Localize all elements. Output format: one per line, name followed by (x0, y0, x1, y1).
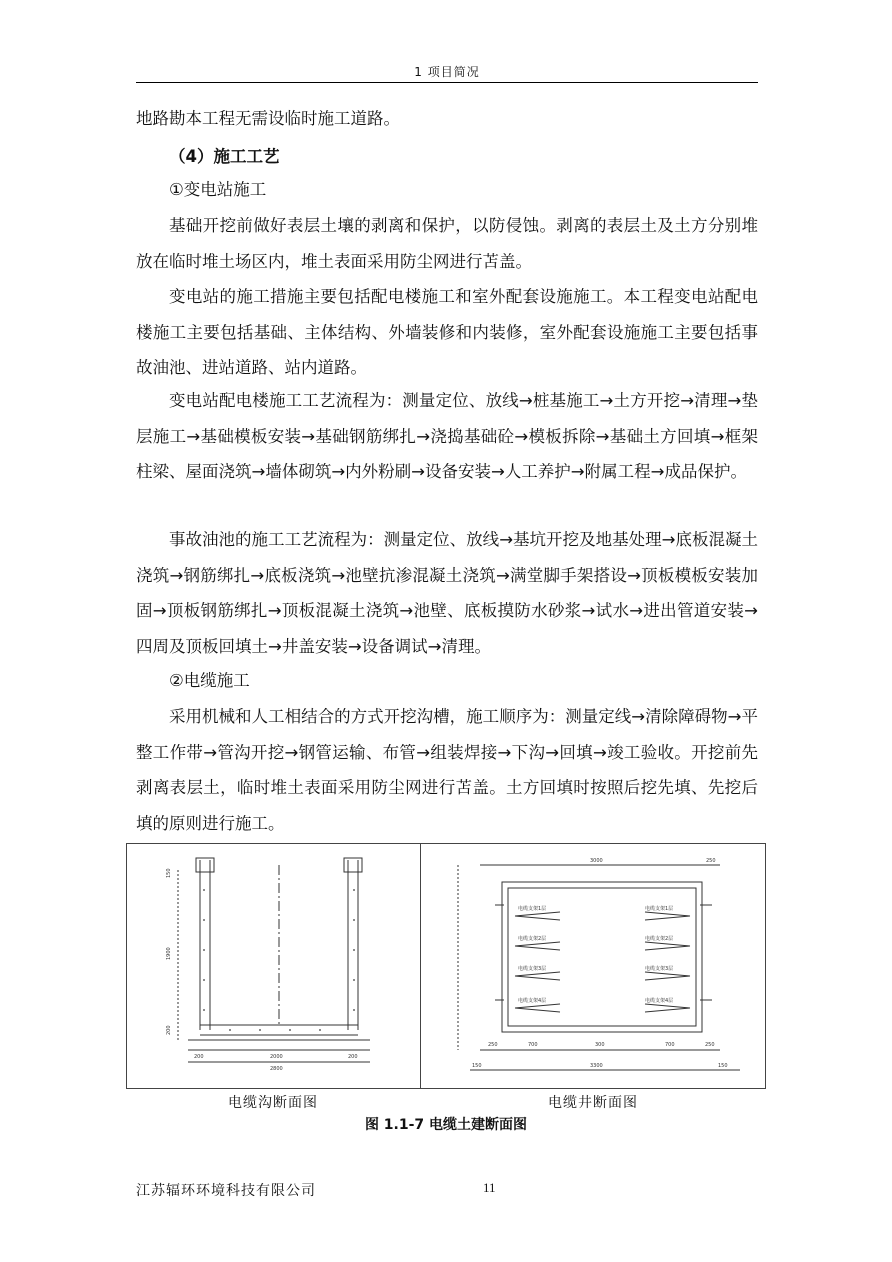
paragraph-topsoil: 基础开挖前做好表层土壤的剥离和保护，以防侵蚀。剥离的表层土及土方分别堆放在临时堆土场区内，堆土表面采用防尘网进行苫盖。 (136, 216, 758, 271)
left-dim-c: 200 (348, 1054, 358, 1060)
section-heading: （4）施工工艺 (169, 147, 280, 166)
right-label-6: 电缆支架2层 (645, 936, 674, 942)
paragraph-measures: 变电站的施工措施主要包括配电楼施工和室外配套设施施工。本工程变电站配电楼施工主要包括基础、主体结构、外墙装修和内装修，室外配套设施施工主要包括事故油池、进站道路、站内道路。 (136, 287, 758, 377)
right-label-4: 电缆支架4层 (518, 998, 547, 1004)
header-rule (136, 82, 758, 83)
left-dim-mid: 1900 (166, 947, 172, 960)
paragraph-building-flow: 变电站配电楼施工工艺流程为：测量定位、放线→桩基施工→土方开挖→清理→垫层施工→基础模板安装→基础钢筋绑扎→浇捣基础砼→模板拆除→基础土方回填→框架柱梁、屋面浇筑→墙体砌筑→内外粉刷→设备安装→人工养护→附属工程→成品保护。 (136, 391, 758, 481)
right-dim-top: 3000 (590, 858, 603, 864)
right-dim-b2: 700 (528, 1042, 538, 1048)
figure-divider (420, 843, 421, 1089)
caption-cable-well: 电缆井断面图 (548, 1095, 638, 1111)
figure-caption: 图 1.1-7 电缆土建断面图 (364, 1117, 528, 1133)
right-dim-total-l: 150 (472, 1063, 482, 1069)
cable-trench-drawing (160, 850, 400, 1075)
right-label-5: 电缆支架1层 (645, 906, 674, 912)
right-dim-b4: 700 (665, 1042, 675, 1048)
left-dim-b: 2000 (270, 1054, 283, 1060)
right-label-3: 电缆支架3层 (518, 966, 547, 972)
right-label-7: 电缆支架3层 (645, 966, 674, 972)
left-dim-bot: 200 (166, 1025, 172, 1035)
subsection-substation: ①变电站施工 (169, 180, 267, 199)
right-label-1: 电缆支架1层 (518, 906, 547, 912)
page-header: 1 项目简况 (414, 65, 480, 79)
cable-well-drawing (440, 850, 750, 1080)
right-label-2: 电缆支架2层 (518, 936, 547, 942)
left-dim-total: 2800 (270, 1066, 283, 1072)
right-dim-total: 3300 (590, 1063, 603, 1069)
right-dim-b3: 300 (595, 1042, 605, 1048)
right-dim-b5: 250 (705, 1042, 715, 1048)
left-dim-top: 150 (166, 868, 172, 878)
right-label-8: 电缆支架4层 (645, 998, 674, 1004)
paragraph-cable: 采用机械和人工相结合的方式开挖沟槽，施工顺序为：测量定线→清除障碍物→平整工作带→管沟开挖→钢管运输、布管→组装焊接→下沟→回填→竣工验收。开挖前先剥离表层土，临时堆土表面采用防尘网进行苫盖。土方回填时按照后挖先填、先挖后填的原则进行施工。 (136, 707, 758, 833)
left-dim-a: 200 (194, 1054, 204, 1060)
paragraph-road: 地路勘本工程无需设临时施工道路。 (136, 109, 400, 128)
caption-cable-trench: 电缆沟断面图 (228, 1095, 318, 1111)
paragraph-oilpool-flow: 事故油池的施工工艺流程为：测量定位、放线→基坑开挖及地基处理→底板混凝土浇筑→钢筋绑扎→底板浇筑→池壁抗渗混凝土浇筑→满堂脚手架搭设→顶板模板安装加固→顶板钢筋绑扎→顶板混凝土浇筑→池壁、底板摸防水砂浆→试水→进出管道安装→四周及顶板回填土→井盖安装→设备调试→清理。 (136, 530, 758, 656)
page-number: 11 (483, 1180, 496, 1195)
subsection-cable: ②电缆施工 (169, 671, 250, 690)
right-dim-top-r: 250 (706, 858, 716, 864)
footer-company: 江苏辐环环境科技有限公司 (136, 1183, 316, 1199)
right-dim-b1: 250 (488, 1042, 498, 1048)
right-dim-total-r: 150 (718, 1063, 728, 1069)
